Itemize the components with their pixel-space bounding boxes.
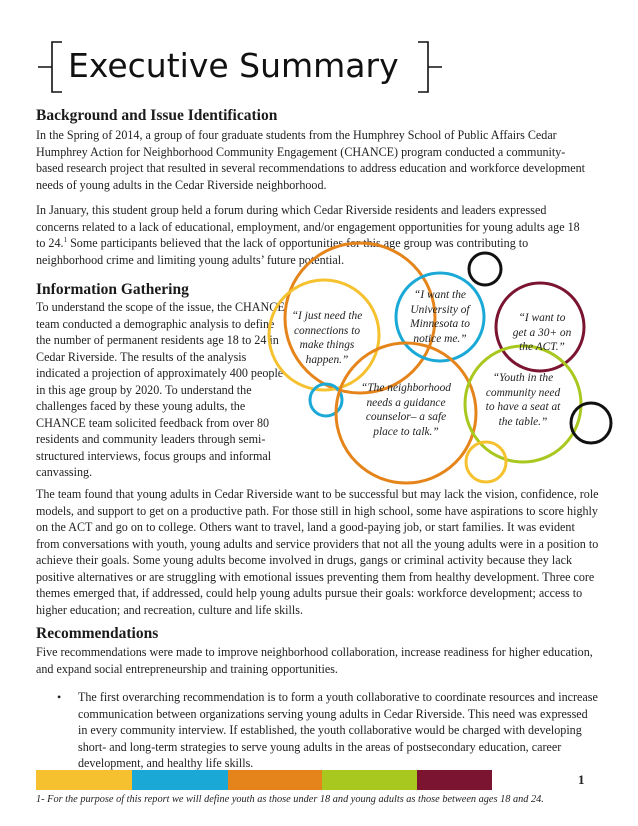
bubble-black-medium [571, 403, 611, 443]
quote-connections: “I just need the connections to make things happen.” [291, 310, 363, 366]
quote-act: “I want to get a 30+ on the ACT.” [512, 312, 572, 353]
quote-seat-at-table: “Youth in the community need to have a seat at the table.” [485, 372, 561, 428]
background-paragraph-2-continued: Some participants believed that the lack of opportunities for this age group was contributing to neighborhood crime and limiting young adults’ future potential. [36, 236, 529, 267]
recommendations-heading: Recommendations [36, 625, 159, 642]
info-heading: Information Gathering [36, 281, 189, 298]
info-paragraph-2: The team found that young adults in Cedar Riverside want to be successful but may lack the vision, confidence, role models, and support to get on a productive path. For those still in high school, some have aspirations to score highly on the ACT and go on to college. Others want to travel, land a good-paying job, or start families. It was evident from conversations with youth, young adults and service providers that not all the young adults were in a position to achieve their goals. Some young adults become involved in drugs, gangs or criminal activity because they lack positive alternatives or are struggling with emotional issues preventing them from healthy development. Three core themes emerged that, if addressed, could help young adults pursue their goals: workforce development; access to higher education; and recreation, culture and life skills. [36, 487, 599, 617]
page-number: 1 [578, 772, 585, 787]
background-paragraph-2-text: In January, this student group held a forum during which Cedar Riverside residents and leaders expressed concerns related to a lack of educational, employment, and/or engagement opportunities for young adults age 18 to 24. [36, 203, 580, 250]
background-paragraph-1: In the Spring of 2014, a group of four graduate students from the Humphrey School of Public Affairs Cedar Humphrey Action for Neighborhood Community Engagement (CHANCE) program conducted a community-based research project that resulted in several recommendations to address education and workforce development needs of young adults in the Cedar Riverside neighborhood. [36, 128, 586, 192]
color-stripe-orange [228, 770, 322, 790]
background-paragraph-2 [36, 202, 592, 268]
recommendations-intro: Five recommendations were made to improve neighborhood collaboration, increase readiness for higher education, and expand social entrepreneurship and training opportunities. [36, 645, 593, 676]
quote-guidance-counselor: “The neighborhood needs a guidance counselor– a safe place to talk.” [361, 382, 451, 438]
color-stripe-green [322, 770, 417, 790]
recommendation-bullet-1: The first overarching recommendation is to form a youth collaborative to coordinate resources and increase communication between organizations serving young adults in Cedar Riverside. This need was expressed in every community interview. If established, the youth collaborative would be charged with developing short- and long-term strategies to serve young adults in the areas of postsecondary education, career development, and healthy life skills. [78, 690, 598, 770]
color-stripe-bar [36, 770, 492, 790]
color-stripe-cyan [132, 770, 228, 790]
color-stripe-yellow [36, 770, 132, 790]
quote-university: “I want the University of Minnesota to notice me.” [410, 289, 470, 345]
bullet-marker: • [57, 690, 62, 704]
background-heading: Background and Issue Identification [36, 107, 278, 124]
info-paragraph-1: To understand the scope of the issue, the CHANCE team conducted a demographic analysis to define the number of permanent residents age 18 to 24 in Cedar Riverside. The results of the analysis indicated a projection of approximately 400 people in this age group by 2020. To understand the challenges faced by these young adults, the CHANCE team solicited feedback from over 80 residents and community leaders through semi-structured interviews, focus groups and informal canvassing. [36, 300, 285, 479]
page-title: Executive Summary [68, 46, 399, 85]
bubble-yellow-small [466, 442, 506, 482]
color-stripe-maroon [417, 770, 492, 790]
right-bracket-icon [414, 40, 444, 94]
footnote-reference: 1 [63, 235, 68, 244]
left-bracket-icon [36, 40, 66, 94]
footnote: 1- For the purpose of this report we will define youth as those under 18 and young adults as those between ages 18 and 24. [36, 794, 544, 805]
bubble-cyan-small [310, 384, 342, 416]
